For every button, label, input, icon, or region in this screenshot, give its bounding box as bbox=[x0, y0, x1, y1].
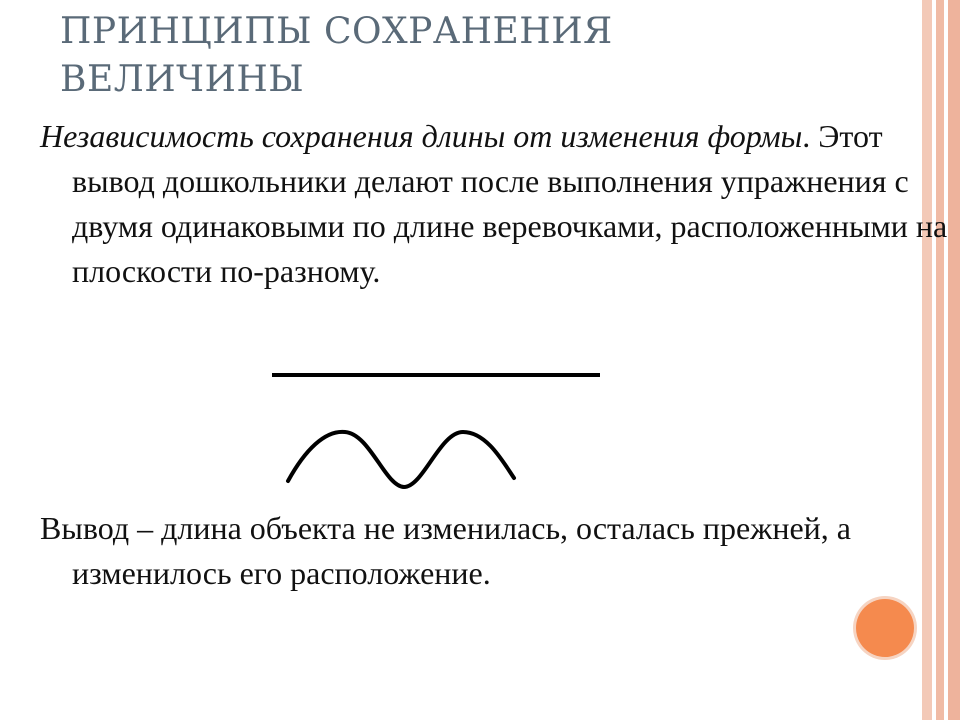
paragraph-independence bbox=[40, 114, 952, 294]
paragraph-conclusion: Вывод – длина объекта не изменилась, осталась прежней, а изменилось его расположение. bbox=[40, 510, 851, 591]
border-stripe bbox=[948, 0, 960, 720]
slide-title-line-2: ВЕЛИЧИНЫ bbox=[60, 59, 305, 100]
paragraph-italic-lead: Независимость сохранения длины от изменения формы bbox=[40, 118, 803, 154]
border-stripe bbox=[936, 0, 944, 720]
slide-title-line-1: ПРИНЦИПЫ СОХРАНЕНИЯ bbox=[60, 11, 613, 52]
wavy-rope bbox=[288, 432, 514, 487]
decorative-orange-circle bbox=[856, 599, 914, 657]
slide-title bbox=[60, 8, 900, 104]
border-stripe bbox=[922, 0, 932, 720]
paragraph-body: . Этот вывод дошкольники делают после выполнения упражнения с двумя одинаковыми по длине веревочками, расположенными на плоскости по-разному. bbox=[72, 118, 948, 289]
